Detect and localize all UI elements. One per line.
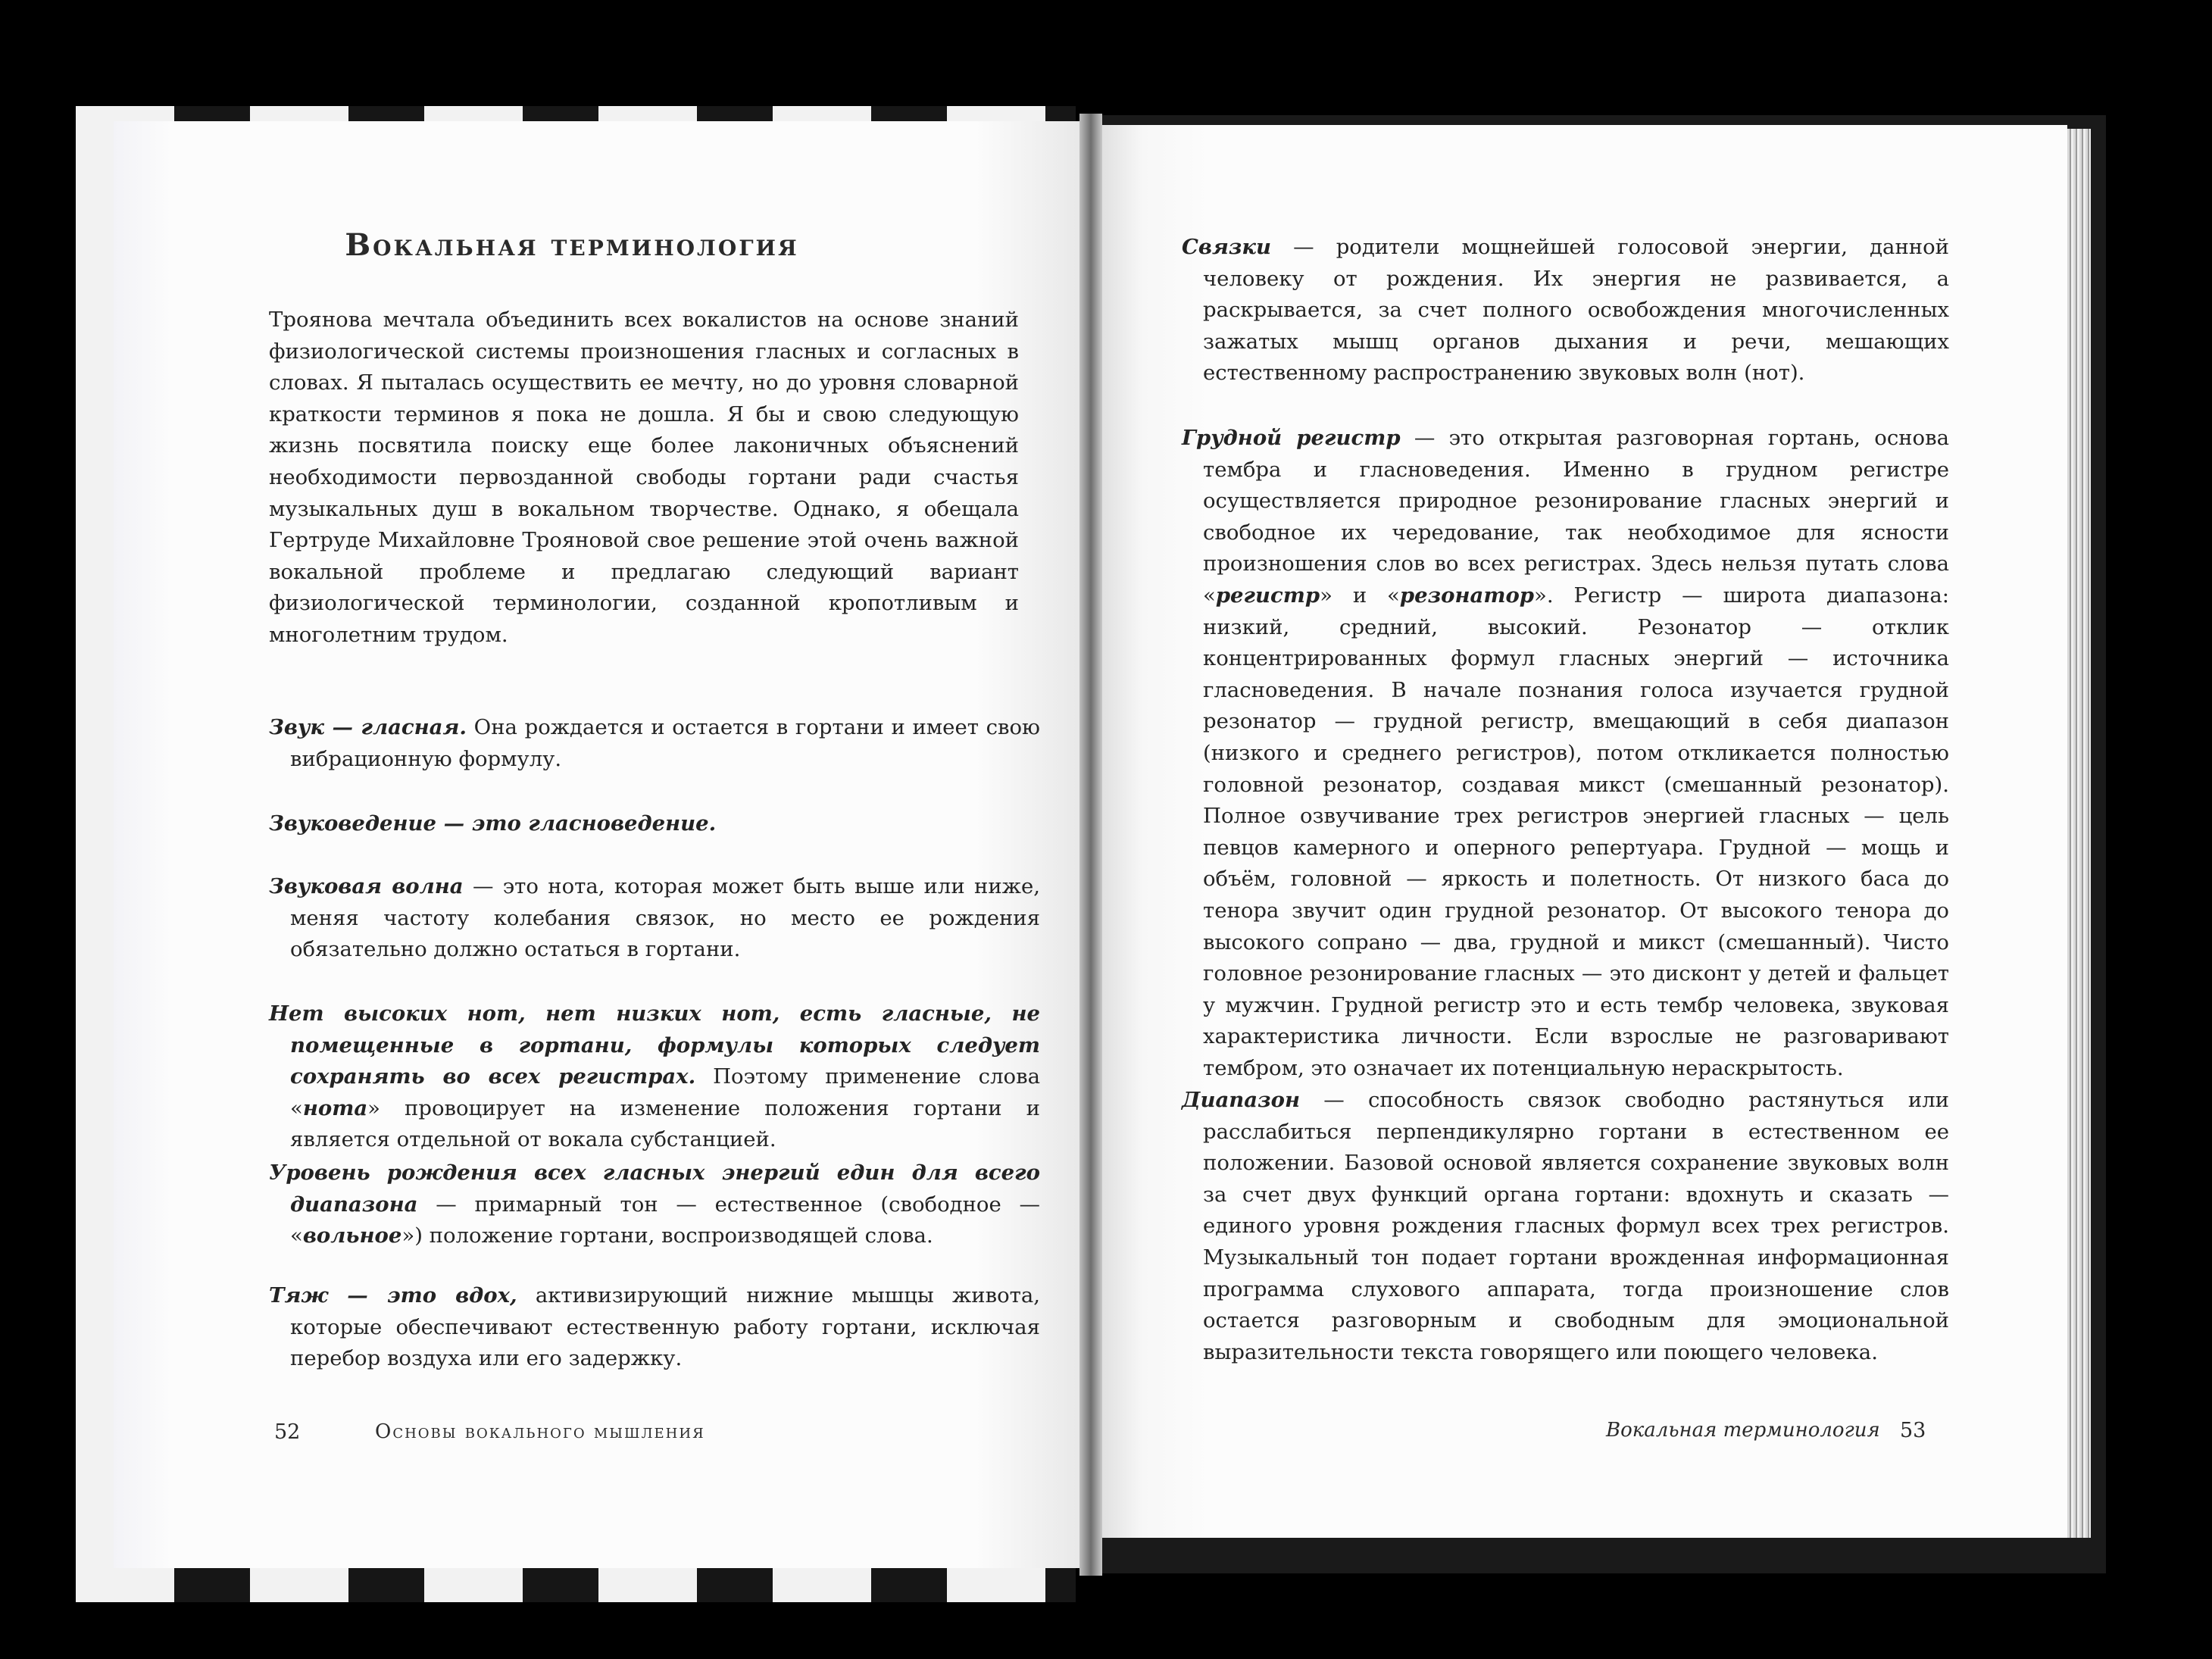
entry-body: — это нота, которая может быть выше или ниже, меняя частоту колебания связок, но место ее рождения обязательно должно остаться в гортани. bbox=[290, 874, 1040, 962]
page-number-right: 53 bbox=[1900, 1419, 1926, 1442]
entry-emphasis: вольное bbox=[302, 1223, 402, 1248]
entry-term: Диапазон bbox=[1182, 1088, 1301, 1112]
entry-term: Звуковая волна bbox=[269, 874, 464, 898]
entry-term: Грудной регистр bbox=[1182, 426, 1401, 450]
term-entry-diapazon bbox=[1182, 1085, 1949, 1368]
page-title: Вокальная терминология bbox=[345, 227, 799, 263]
entry-body: ». Регистр — широта диапазона: низкий, средний, высокий. Резонатор — отклик концентрированных формул гласных энергий — источника гласноведения. В начале познания голоса изучается грудной резонатор — грудной регистр, вмещающий в себя диапазон (низкого и среднего регистров), потом откликается полностью головной резонатор, создавая микст (смешанный резонатор). Полное озвучивание трех регистров энергией гласных — цель певцов камерного и оперного репертуара. Грудной — мощь и объём, головной — яркость и полетность. От низкого баса до тенора звучит один грудной резонатор. От высокого тенора до высокого сопрано — два, грудной и микст (смешанный). Чисто головное резонирование гласных — это дисконт у детей и фальцет у мужчин. Грудной регистр это и есть тембр человека, звуковая характеристика личности. Если взрослые не разговаривают тембром, это означает их потенциальную нераскрытость. bbox=[1203, 583, 1950, 1080]
entry-emphasis: регистр bbox=[1215, 583, 1320, 608]
entry-body: — способность связок свободно растянуться или расслабиться перпендикулярно гортани в естественном ее положении. Базовой основой является сохранение звуковых волн за счет двух функций органа гортани: вдохнуть и сказать — единого уровня рождения гласных формул всех трех регистров. Музыкальный тон подает гортани врожденная информационная программа слухового аппарата, тогда произношение слов остается разговорным и свободным для эмоциональной выразительности текста говорящего или поющего человека. bbox=[1203, 1088, 1949, 1364]
entry-body: — это открытая разговорная гортань, основа тембра и гласноведения. Именно в грудном регистре осуществляется природное резонирование гласных энергий и свободное их чередование, так необходимое для ясности произношения слов во всех регистрах. Здесь нельзя путать слова « bbox=[1203, 426, 1949, 608]
intro-paragraph: Троянова мечтала объединить всех вокалистов на основе знаний физиологической системы произношения гласных и согласных в словах. Я пыталась осуществить ее мечту, но до уровня словарной краткости терминов я пока не дошла. Я бы и свою следующую жизнь посвятила поиску еще более лаконичных объяснений необходимости первозданной свободы гортани ради счастья музыкальных душ в вокальном творчестве. Однако, я обещала Гертруде Михайловне Трояновой свое решение этой очень важной вокальной проблеме и предлагаю следующий вариант физиологической терминологии, созданной кропотливым и многолетним трудом. bbox=[269, 308, 1019, 647]
term-entry-grudnoy-registr bbox=[1182, 423, 1949, 1084]
entry-term: Нет высоких нот, нет низких нот, есть гласные, не помещенные в гортани, формулы которых следует сохранять во всех регистрах. bbox=[269, 1001, 1040, 1089]
term-entry-zvukovedenie bbox=[269, 808, 1040, 840]
entry-body: » и « bbox=[1320, 583, 1400, 608]
term-entry-zvukovaya-volna bbox=[269, 871, 1040, 966]
running-head-right: Вокальная терминология bbox=[1606, 1419, 1880, 1442]
entry-body: — примарный тон — естественное (свободное — « bbox=[290, 1192, 1040, 1248]
entry-term: Тяж — это вдох, bbox=[269, 1283, 517, 1308]
entry-emphasis: нота bbox=[302, 1095, 368, 1120]
entry-body: активизирующий нижние мышцы живота, которые обеспечивают естественную работу гортани, исключая перебор воздуха или его задержку. bbox=[290, 1283, 1041, 1371]
entry-term: Связки bbox=[1182, 235, 1271, 259]
term-entry-tyazh bbox=[269, 1280, 1040, 1375]
entry-body: ») положение гортани, воспроизводящей слова. bbox=[401, 1223, 933, 1248]
entry-body: » провоцирует на изменение положения гортани и является отдельной от вокала субстанцией. bbox=[290, 1095, 1040, 1152]
book-spine bbox=[1079, 114, 1102, 1576]
page-number-left: 52 bbox=[274, 1420, 301, 1444]
entry-body: — родители мощнейшей голосовой энергии, данной человеку от рождения. Их энергия не развивается, а раскрывается, за счет полного освобождения многочисленных зажатых мышц органов дыхания и речи, мешающих естественному распространению звуковых волн (нот). bbox=[1203, 235, 1949, 386]
entry-body: Поэтому применение слова « bbox=[290, 1064, 1040, 1120]
term-entry-uroven-rozhdeniya bbox=[269, 1158, 1040, 1252]
entry-term: Звук — гласная. bbox=[269, 715, 467, 739]
term-entry-svyazki bbox=[1182, 232, 1949, 389]
entry-emphasis: резонатор bbox=[1399, 583, 1535, 608]
running-head-left: Основы вокального мышления bbox=[375, 1420, 705, 1443]
term-entry-net-vysokih-not bbox=[269, 998, 1040, 1156]
entry-body: Она рождается и остается в гортани и имеет свою вибрационную формулу. bbox=[290, 715, 1040, 771]
entry-term: Звуковедение — это гласноведение. bbox=[269, 811, 717, 836]
entry-term: Уровень рождения всех гласных энергий един для всего диапазона bbox=[269, 1161, 1040, 1217]
term-entry-zvuk bbox=[269, 712, 1040, 775]
